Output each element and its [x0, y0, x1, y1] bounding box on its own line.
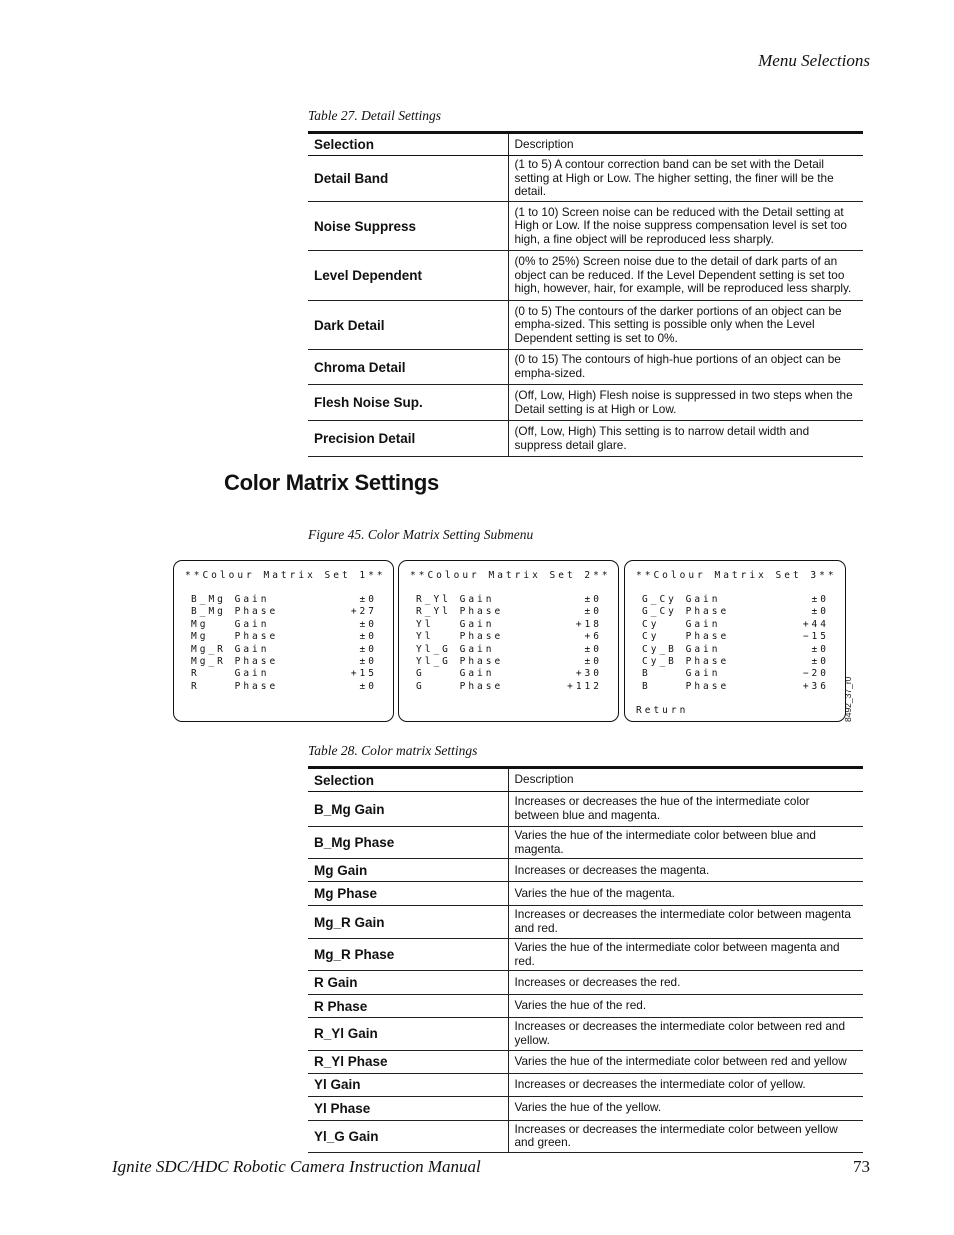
color-matrix-settings-table: [308, 766, 863, 1153]
table-row: [308, 421, 863, 457]
menu-row: [642, 594, 829, 606]
menu-row: [416, 606, 602, 618]
menu-row-label: B_Mg Phase: [191, 606, 279, 618]
table-header-description: Description: [508, 133, 863, 156]
selection-cell: Flesh Noise Sup.: [308, 385, 508, 421]
menu-row-value: ±0: [359, 594, 377, 605]
menu-row-value: −15: [802, 631, 829, 643]
menu-row-label: R_Yl Phase: [416, 606, 504, 618]
table-row: [308, 1018, 863, 1050]
description-cell: (1 to 5) A contour correction band can be set with the Detail setting at High or Low. The higher setting, the finer will be the detail.: [508, 156, 863, 202]
menu-row-value: +30: [575, 668, 602, 680]
menu-row-value: +18: [575, 618, 602, 630]
menu-row: [416, 681, 602, 693]
description-cell: (0 to 15) The contours of high-hue portions of an object can be empha-sized.: [508, 350, 863, 385]
selection-cell: B_Mg Gain: [308, 792, 508, 827]
selection-cell: R Gain: [308, 971, 508, 995]
selection-cell: Mg Gain: [308, 859, 508, 882]
menu-row: [191, 656, 377, 668]
selection-cell: Detail Band: [308, 156, 508, 202]
menu-row-label: Cy Gain: [642, 618, 721, 630]
table-row: [308, 882, 863, 906]
description-cell: Varies the hue of the yellow.: [508, 1096, 863, 1120]
menu-row: [642, 644, 829, 656]
selection-cell: R_Yl Gain: [308, 1018, 508, 1050]
menu-row-label: B Gain: [642, 668, 721, 680]
menu-row: [642, 631, 829, 643]
menu-row-label: Yl_G Gain: [416, 643, 495, 655]
table-row: [308, 906, 863, 938]
detail-settings-table: [308, 131, 863, 457]
menu-row-value: ±0: [811, 656, 829, 667]
menu-row-label: Mg Phase: [191, 631, 279, 643]
menu-row-value: +44: [802, 618, 829, 630]
menu-row-value: +15: [350, 668, 377, 680]
menu-row: [416, 644, 602, 656]
menu-row-label: R Phase: [191, 680, 279, 692]
table-row: [308, 971, 863, 995]
menu-row: [642, 606, 829, 618]
description-cell: Varies the hue of the magenta.: [508, 882, 863, 906]
table-row: [308, 350, 863, 385]
menu-row: [191, 681, 377, 693]
menu-row-label: Yl_G Phase: [416, 656, 504, 667]
menu-row: [416, 656, 602, 668]
return-item: Return: [636, 705, 689, 716]
table-row: [308, 827, 863, 859]
menu-row-label: R Gain: [191, 668, 270, 680]
menu-row: [191, 631, 377, 643]
running-head: Menu Selections: [758, 51, 870, 70]
menu-row: [642, 619, 829, 631]
menu-row: [642, 656, 829, 668]
menu-row-value: +36: [802, 680, 829, 692]
description-cell: (Off, Low, High) Flesh noise is suppressed in two steps when the Detail setting is at High or Low.: [508, 385, 863, 421]
table-row: [308, 1096, 863, 1120]
table-row: [308, 1120, 863, 1152]
selection-cell: Level Dependent: [308, 251, 508, 301]
description-cell: Increases or decreases the intermediate color of yellow.: [508, 1073, 863, 1096]
menu-row: [416, 594, 602, 606]
selection-cell: Yl_G Gain: [308, 1120, 508, 1152]
table-row: [308, 202, 863, 251]
menu-row-value: −20: [802, 668, 829, 680]
selection-cell: B_Mg Phase: [308, 827, 508, 859]
description-cell: (0 to 5) The contours of the darker portions of an object can be empha-sized. This setting is possible only when the Level Dependent setting is set to 0%.: [508, 301, 863, 350]
menu-row-label: Mg_R Phase: [191, 656, 279, 667]
menu-title: **Colour Matrix Set 1**: [185, 570, 386, 581]
selection-cell: R_Yl Phase: [308, 1050, 508, 1073]
selection-cell: Precision Detail: [308, 421, 508, 457]
menu-row-label: G Gain: [416, 668, 495, 680]
description-cell: (0% to 25%) Screen noise due to the detail of dark parts of an object can be reduced. If the Level Dependent setting is set too high, however, hair, for example, will be reproduced less sharply.: [508, 251, 863, 301]
menu-row-value: ±0: [584, 606, 602, 618]
table-row: [308, 156, 863, 202]
table-28-caption: Table 28. Color matrix Settings: [308, 743, 478, 758]
figure-45-caption: Figure 45. Color Matrix Setting Submenu: [308, 527, 534, 542]
menu-row-value: ±0: [811, 594, 829, 605]
table-header-selection: Selection: [308, 133, 508, 156]
menu-row-label: Yl Gain: [416, 618, 495, 630]
table-row: [308, 1073, 863, 1096]
section-title: Color Matrix Settings: [224, 470, 439, 495]
menu-row: [191, 619, 377, 631]
selection-cell: Chroma Detail: [308, 350, 508, 385]
table-row: [308, 1050, 863, 1073]
description-cell: Varies the hue of the intermediate color between blue and magenta.: [508, 827, 863, 859]
menu-row: [416, 631, 602, 643]
menu-row-value: ±0: [811, 643, 829, 655]
table-row: [308, 995, 863, 1018]
colour-matrix-set-2-menu: [398, 560, 619, 722]
figure-id: 8492_37_r0: [843, 676, 853, 722]
menu-row-label: Cy Phase: [642, 631, 730, 643]
description-cell: Increases or decreases the hue of the intermediate color between blue and magenta.: [508, 792, 863, 827]
footer-manual-title: Ignite SDC/HDC Robotic Camera Instruction Manual: [112, 1157, 481, 1176]
colour-matrix-set-3-menu: [624, 560, 846, 722]
selection-cell: Mg Phase: [308, 882, 508, 906]
menu-row-value: ±0: [359, 680, 377, 692]
menu-row-value: ±0: [359, 656, 377, 667]
menu-row-label: Yl Phase: [416, 631, 504, 643]
menu-row-label: Cy_B Phase: [642, 656, 730, 667]
menu-row-label: R_Yl Gain: [416, 594, 495, 605]
menu-row: [191, 594, 377, 606]
menu-row-value: ±0: [584, 594, 602, 605]
description-cell: Varies the hue of the intermediate color between red and yellow: [508, 1050, 863, 1073]
selection-cell: Mg_R Phase: [308, 938, 508, 970]
selection-cell: Yl Gain: [308, 1073, 508, 1096]
selection-cell: Dark Detail: [308, 301, 508, 350]
menu-row-value: ±0: [359, 618, 377, 630]
selection-cell: Yl Phase: [308, 1096, 508, 1120]
menu-row-label: Mg_R Gain: [191, 643, 270, 655]
description-cell: Increases or decreases the intermediate color between yellow and green.: [508, 1120, 863, 1152]
menu-row-value: ±0: [584, 656, 602, 667]
table-row: [308, 251, 863, 301]
table-row: [308, 859, 863, 882]
menu-row-value: ±0: [811, 606, 829, 618]
menu-row-value: ±0: [359, 643, 377, 655]
menu-row-value: +6: [584, 631, 602, 643]
selection-cell: Noise Suppress: [308, 202, 508, 251]
menu-row-value: ±0: [584, 643, 602, 655]
selection-cell: R Phase: [308, 995, 508, 1018]
colour-matrix-set-1-menu: [173, 560, 394, 722]
description-cell: Increases or decreases the magenta.: [508, 859, 863, 882]
menu-row-label: Cy_B Gain: [642, 643, 721, 655]
menu-row-label: Mg Gain: [191, 618, 270, 630]
description-cell: Increases or decreases the intermediate color between red and yellow.: [508, 1018, 863, 1050]
description-cell: Increases or decreases the intermediate color between magenta and red.: [508, 906, 863, 938]
menu-title: **Colour Matrix Set 2**: [410, 570, 611, 581]
table-27-caption: Table 27. Detail Settings: [308, 108, 442, 123]
menu-title: **Colour Matrix Set 3**: [636, 570, 837, 581]
table-header-description: Description: [508, 768, 863, 792]
menu-row: [642, 681, 829, 693]
table-row: [308, 301, 863, 350]
description-cell: Varies the hue of the red.: [508, 995, 863, 1018]
table-header-selection: Selection: [308, 768, 508, 792]
table-row: [308, 792, 863, 827]
description-cell: (Off, Low, High) This setting is to narrow detail width and suppress detail glare.: [508, 421, 863, 457]
page-number: 73: [853, 1157, 870, 1176]
menu-row-value: ±0: [359, 631, 377, 643]
menu-row: [642, 668, 829, 680]
table-row: [308, 385, 863, 421]
menu-row-label: B_Mg Gain: [191, 594, 270, 605]
menu-row-value: +27: [350, 606, 377, 618]
description-cell: Increases or decreases the red.: [508, 971, 863, 995]
description-cell: Varies the hue of the intermediate color between magenta and red.: [508, 938, 863, 970]
menu-row-label: G Phase: [416, 680, 504, 692]
menu-row: [191, 606, 377, 618]
menu-row: [416, 619, 602, 631]
menu-row-label: B Phase: [642, 680, 730, 692]
menu-row-value: +112: [567, 680, 602, 692]
selection-cell: Mg_R Gain: [308, 906, 508, 938]
menu-row: [416, 668, 602, 680]
table-row: [308, 938, 863, 970]
menu-row: [191, 644, 377, 656]
menu-row: [191, 668, 377, 680]
description-cell: (1 to 10) Screen noise can be reduced with the Detail setting at High or Low. If the noise suppress compensation level is set too high, a fine object will be reproduced less sharply.: [508, 202, 863, 251]
menu-row-label: G_Cy Phase: [642, 606, 730, 618]
menu-row-label: G_Cy Gain: [642, 594, 721, 605]
